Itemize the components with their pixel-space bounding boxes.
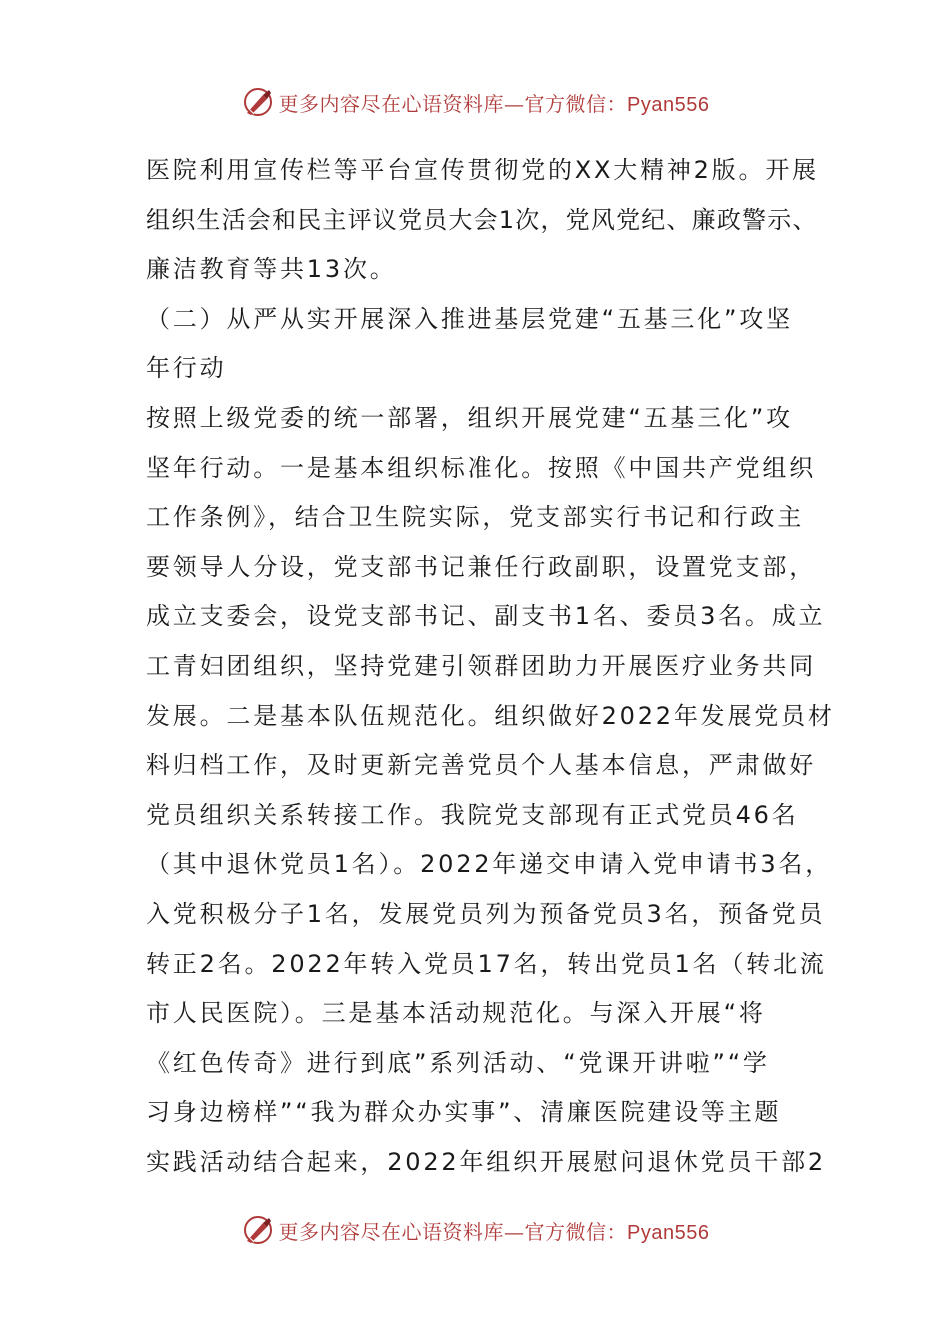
- body-line: 医院利用宣传栏等平台宣传贯彻党的XX大精神2版。开展: [146, 156, 819, 184]
- body-line: 要领导人分设，党支部书记兼任行政副职，设置党支部，: [146, 552, 816, 581]
- body-line: 实践活动结合起来，2022年组织开展慰问退休党员干部2: [146, 1147, 826, 1176]
- watermark-text: 更多内容尽在心语资料库—官方微信：Pyan556: [278, 1219, 710, 1244]
- body-line: 按照上级党委的统一部署，组织开展党建“五基三化”攻: [146, 403, 793, 432]
- pen-nib-circle-icon: [241, 1213, 275, 1247]
- header-watermark: [0, 82, 950, 122]
- body-line: 料归档工作，及时更新完善党员个人基本信息，严肃做好: [146, 751, 816, 780]
- body-line: 工作条例》，结合卫生院实际，党支部实行书记和行政主: [146, 503, 804, 532]
- section-heading: （二）从严从实开展深入推进基层党建“五基三化”攻坚: [146, 304, 793, 333]
- body-line: 市人民医院）。三是基本活动规范化。与深入开展“将: [146, 999, 766, 1028]
- body-line: 转正2名。2022年转入党员17名，转出党员1名（转北流: [146, 949, 827, 978]
- body-line: 廉洁教育等共13次。: [146, 255, 397, 284]
- body-line: 坚年行动。一是基本组织标准化。按照《中国共产党组织: [146, 453, 816, 482]
- body-line: 发展。二是基本队伍规范化。组织做好2022年发展党员材: [146, 701, 835, 730]
- body-line: 党员组织关系转接工作。我院党支部现有正式党员46名: [146, 800, 799, 829]
- body-line: （其中退休党员1名）。2022年递交申请入党申请书3名，: [146, 850, 833, 879]
- body-line: 《红色传奇》进行到底”系列活动、“党课开讲啦”“学: [146, 1048, 770, 1077]
- body-line: 组织生活会和民主评议党员大会1次，党风党纪、廉政警示、: [146, 205, 818, 234]
- body-line: 工青妇团组织，坚持党建引领群团助力开展医疗业务共同: [146, 651, 816, 680]
- document-body: [146, 146, 836, 1187]
- section-heading: 年行动: [146, 354, 227, 383]
- watermark-text: 更多内容尽在心语资料库—官方微信：Pyan556: [278, 91, 710, 116]
- pen-nib-circle-icon: [241, 85, 275, 119]
- body-line: 习身边榜样”“我为群众办实事”、清廉医院建设等主题: [146, 1098, 782, 1127]
- body-line: 入党积极分子1名，发展党员列为预备党员3名，预备党员: [146, 899, 826, 928]
- body-line: 成立支委会，设党支部书记、副支书1名、委员3名。成立: [146, 602, 826, 631]
- footer-watermark: [0, 1210, 950, 1250]
